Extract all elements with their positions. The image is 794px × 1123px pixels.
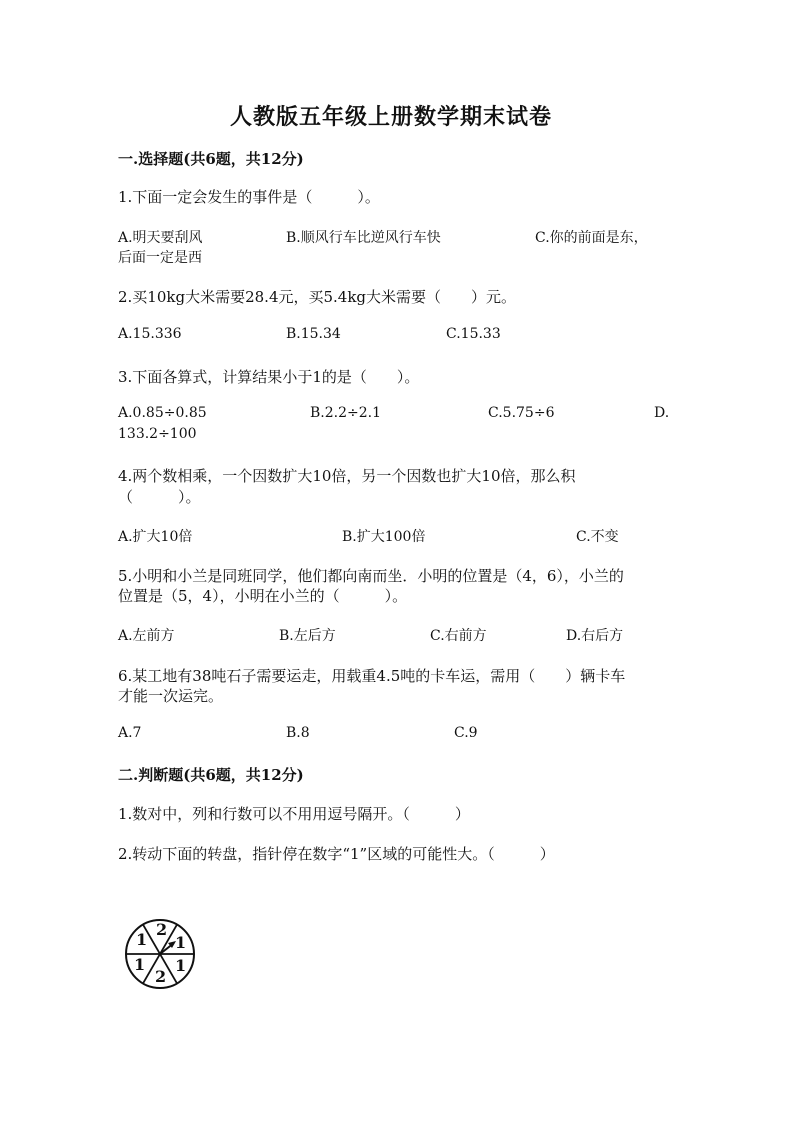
question-4-option-b: B.扩大100倍: [342, 529, 426, 545]
question-4-stem-line1: 4.两个数相乘，一个因数扩大10倍，另一个因数也扩大10倍，那么积: [118, 467, 576, 485]
question-4-stem-line2: （ ）。: [118, 488, 201, 506]
question-3-option-d-continued: 133.2÷100: [118, 426, 197, 442]
question-5-stem-line1: 5.小明和小兰是同班同学，他们都向南而坐．小明的位置是（4，6），小兰的: [118, 567, 624, 585]
question-6-option-b: B.8: [286, 725, 310, 741]
question-2-option-a: A.15.336: [118, 326, 182, 342]
question-5-option-a: A.左前方: [118, 628, 175, 644]
question-4-option-c: C.不变: [576, 529, 619, 545]
question-5-option-d: D.右后方: [566, 628, 624, 644]
question-1-option-b: B.顺风行车比逆风行车快: [286, 230, 441, 246]
question-1-stem: 1.下面一定会发生的事件是（ ）。: [118, 188, 380, 206]
section-heading-judgment: 二.判断题(共6题，共12分): [118, 766, 304, 784]
section-heading-choice: 一.选择题(共6题，共12分): [118, 150, 304, 168]
question-4-option-a: A.扩大10倍: [118, 529, 193, 545]
question-6-option-a: A.7: [118, 725, 142, 741]
spinner-sector-label: 2: [156, 920, 168, 939]
spinner-sector-label: 1: [175, 933, 187, 952]
spinner-figure: [123, 918, 199, 994]
question-1-option-c: C.你的前面是东，: [535, 230, 648, 246]
question-2-option-c: C.15.33: [446, 326, 501, 342]
question-5-option-c: C.右前方: [430, 628, 487, 644]
judgment-question-2-stem: 2.转动下面的转盘，指针停在数字“1”区域的可能性大。（ ）: [118, 845, 555, 863]
question-3-option-b: B.2.2÷2.1: [310, 405, 381, 421]
question-1-option-c-continued: 后面一定是西: [118, 250, 202, 266]
question-6-stem-line1: 6.某工地有38吨石子需要运走，用载重4.5吨的卡车运，需用（ ）辆卡车: [118, 667, 626, 685]
question-3-option-c: C.5.75÷6: [488, 405, 555, 421]
judgment-question-1-stem: 1.数对中，列和行数可以不用用逗号隔开。（ ）: [118, 805, 470, 823]
question-6-option-c: C.9: [454, 725, 478, 741]
question-5-stem-line2: 位置是（5，4），小明在小兰的（ ）。: [118, 587, 408, 605]
question-1-option-a: A.明天要刮风: [118, 230, 203, 246]
question-6-stem-line2: 才能一次运完。: [118, 687, 224, 705]
question-5-option-b: B.左后方: [279, 628, 336, 644]
question-3-option-d: D.: [654, 405, 670, 421]
spinner-sector-label: 2: [155, 967, 167, 986]
spinner-sector-label: 1: [136, 930, 148, 949]
question-2-stem: 2.买10kg大米需要28.4元，买5.4kg大米需要（ ）元。: [118, 288, 517, 306]
spinner-sector-label: 1: [134, 955, 146, 974]
page-title: 人教版五年级上册数学期末试卷: [230, 104, 553, 130]
question-3-stem: 3.下面各算式，计算结果小于1的是（ ）。: [118, 368, 420, 386]
question-2-option-b: B.15.34: [286, 326, 341, 342]
spinner-sector-label: 1: [175, 956, 187, 975]
question-3-option-a: A.0.85÷0.85: [118, 405, 207, 421]
